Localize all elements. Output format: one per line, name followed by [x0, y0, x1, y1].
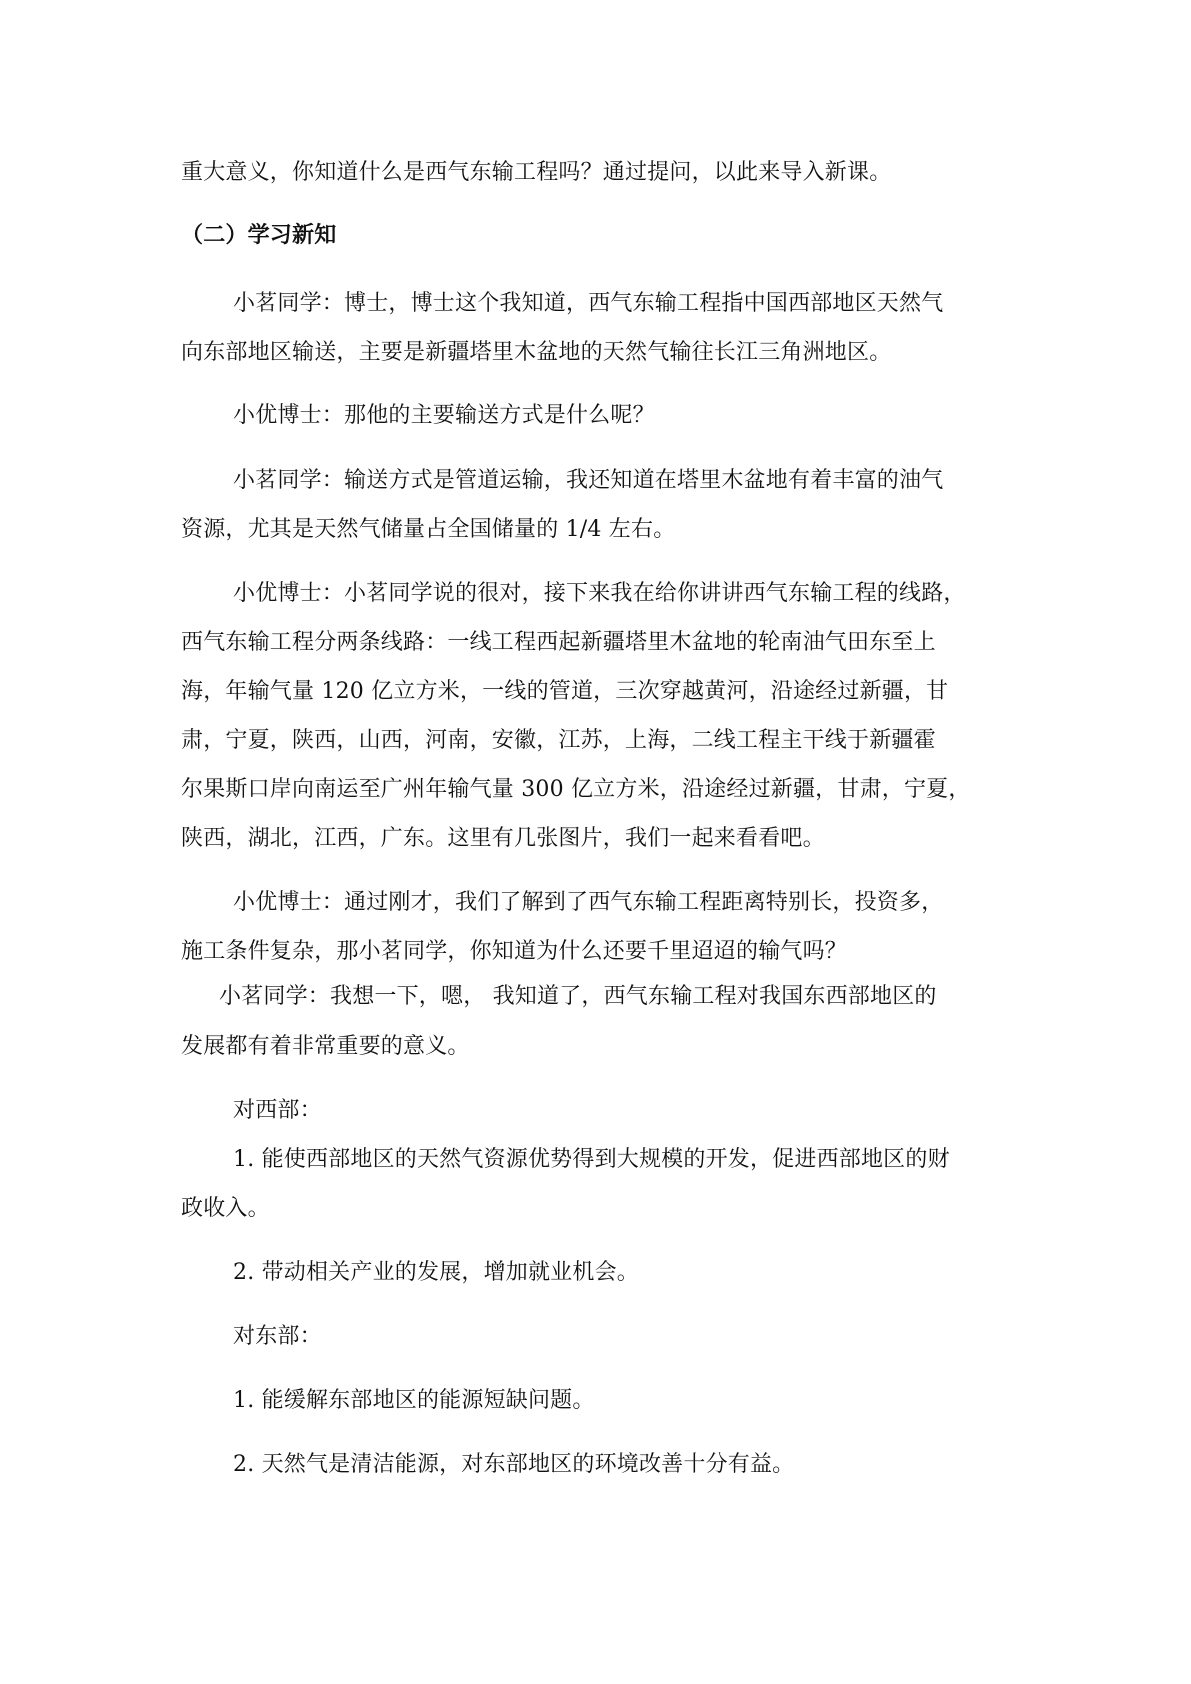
text-line: 陕西，湖北，江西，广东。这里有几张图片，我们一起来看看吧。: [181, 826, 825, 851]
list-item: 1. 能缓解东部地区的能源短缺问题。: [233, 1388, 595, 1413]
text-line: 小茗同学：输送方式是管道运输，我还知道在塔里木盆地有着丰富的油气: [233, 468, 944, 493]
section-heading: （二）学习新知: [181, 223, 337, 248]
list-item: 2. 天然气是清洁能源，对东部地区的环境改善十分有益。: [233, 1452, 795, 1477]
text-line: 对西部：: [233, 1098, 322, 1123]
text-line: 发展都有着非常重要的意义。: [181, 1034, 470, 1059]
text-line: 小优博士：小茗同学说的很对，接下来我在给你讲讲西气东输工程的线路，: [233, 581, 966, 606]
text-line: 资源，尤其是天然气储量占全国储量的 1/4 左右。: [181, 517, 676, 542]
text-line: 重大意义，你知道什么是西气东输工程吗？通过提问，以此来导入新课。: [181, 160, 892, 185]
text-line: 向东部地区输送，主要是新疆塔里木盆地的天然气输往长江三角洲地区。: [181, 340, 892, 365]
text-line: 政收入。: [181, 1196, 270, 1221]
text-line: 海，年输气量 120 亿立方米，一线的管道，三次穿越黄河，沿途经过新疆，甘: [181, 679, 949, 704]
text-line: 小优博士：那他的主要输送方式是什么呢？: [233, 403, 655, 428]
list-item: 2. 带动相关产业的发展，增加就业机会。: [233, 1260, 639, 1285]
text-line: 尔果斯口岸向南运至广州年输气量 300 亿立方米，沿途经过新疆，甘肃，宁夏，: [181, 777, 971, 802]
text-line: 肃，宁夏，陕西，山西，河南，安徽，江苏，上海，二线工程主干线于新疆霍: [181, 728, 936, 753]
text-line: 小优博士：通过刚才，我们了解到了西气东输工程距离特别长，投资多，: [233, 890, 944, 915]
text-line: 对东部：: [233, 1324, 322, 1349]
text-line: 小茗同学：我想一下，嗯， 我知道了，西气东输工程对我国东西部地区的: [219, 984, 937, 1009]
text-line: 施工条件复杂，那小茗同学，你知道为什么还要千里迢迢的输气吗？: [181, 939, 848, 964]
text-line: 小茗同学：博士，博士这个我知道，西气东输工程指中国西部地区天然气: [233, 291, 944, 316]
list-item: 1. 能使西部地区的天然气资源优势得到大规模的开发，促进西部地区的财: [233, 1147, 950, 1172]
text-line: 西气东输工程分两条线路：一线工程西起新疆塔里木盆地的轮南油气田东至上: [181, 630, 936, 655]
